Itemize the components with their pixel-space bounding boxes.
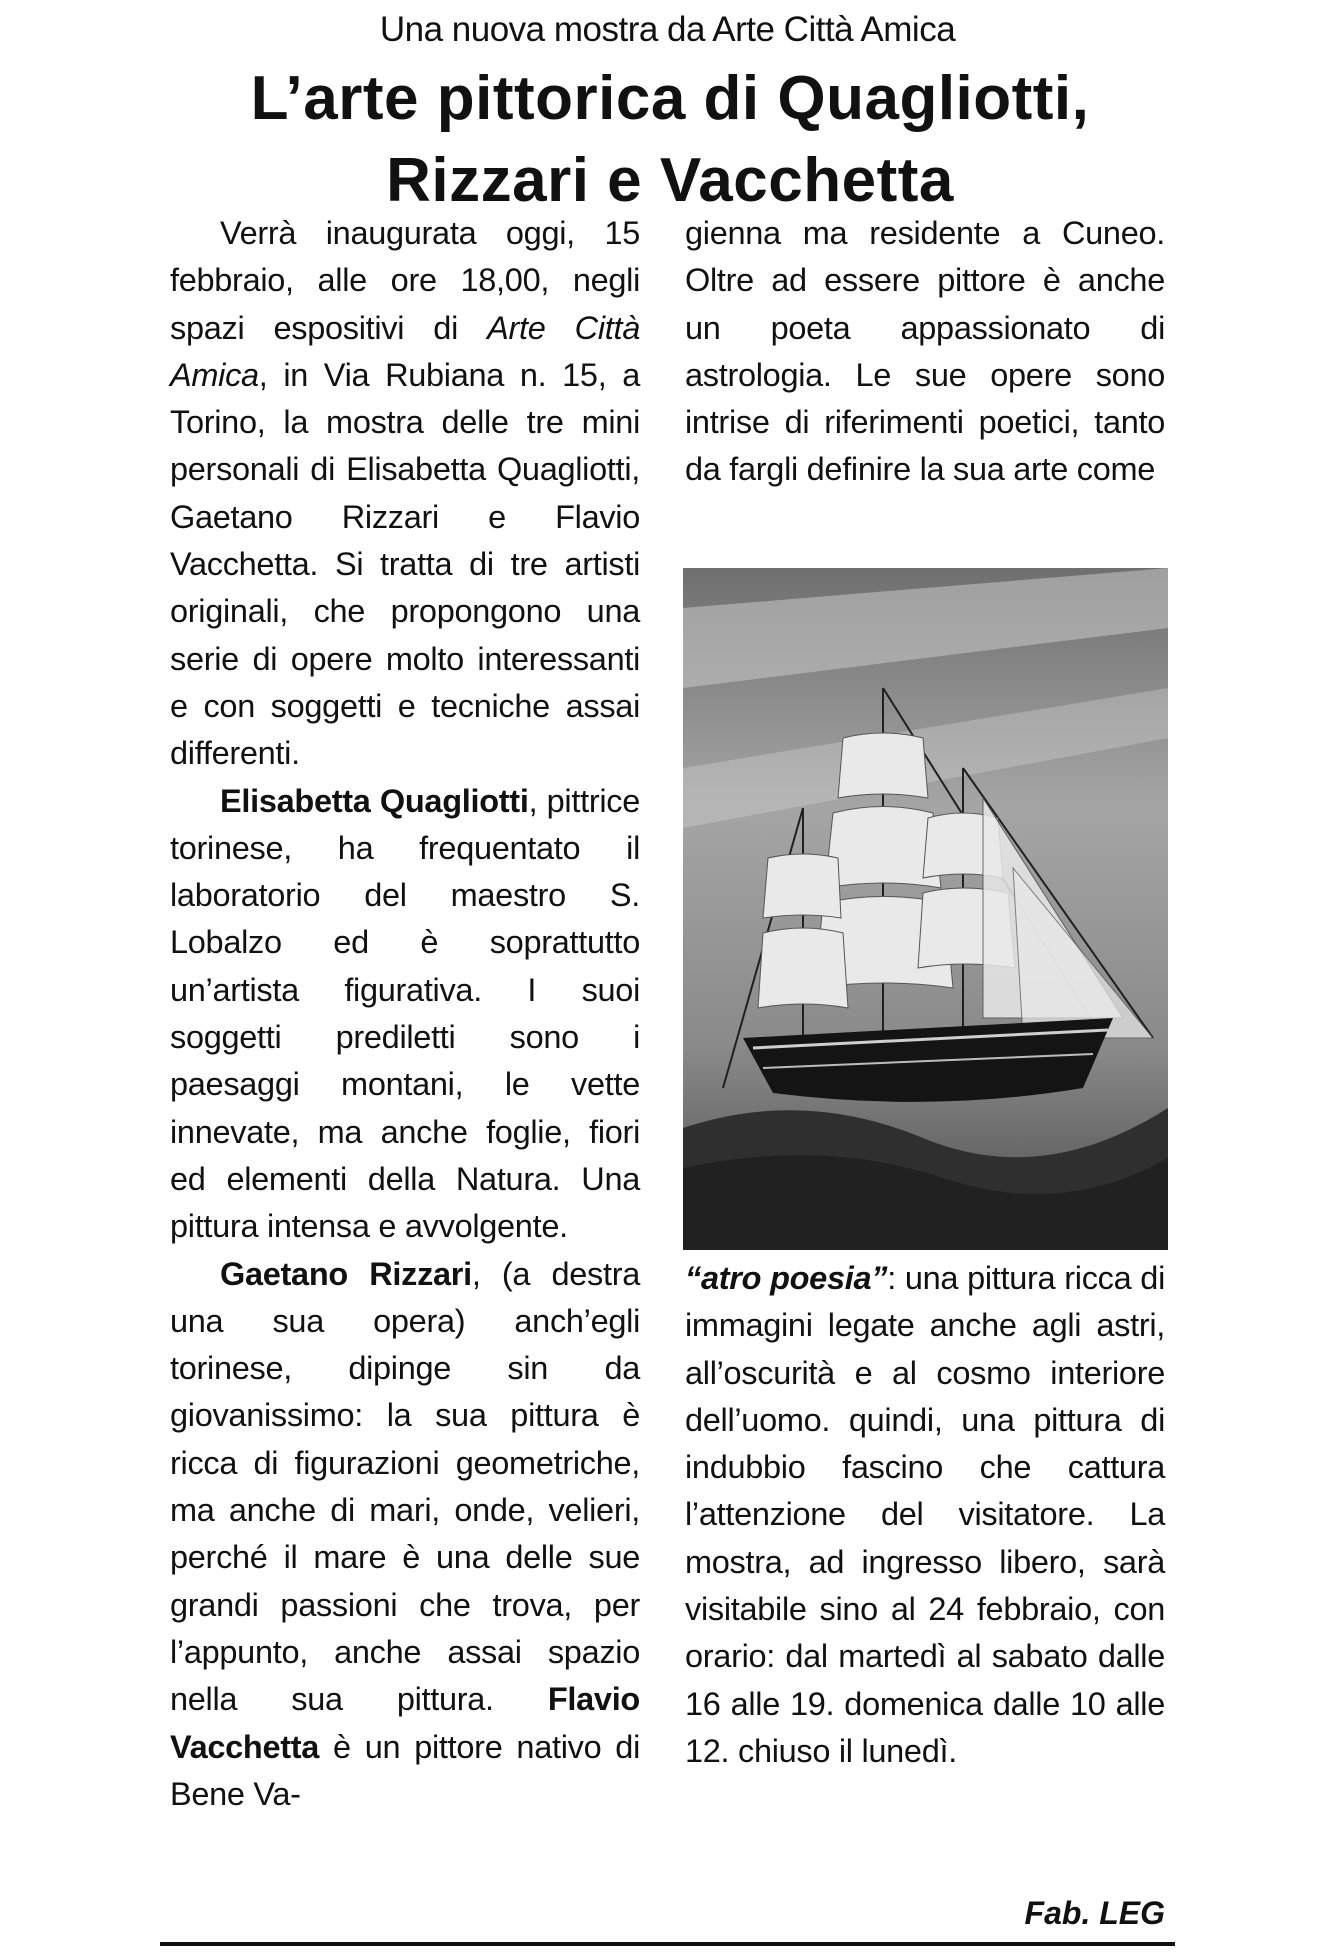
intro-text-a: Verrà inaugurata oggi, 15 febbraio, alle ore 18,00, negli spazi espositivi di bbox=[170, 215, 640, 346]
headline-line-1: L’arte pittorica di Quagliotti, bbox=[250, 64, 1090, 133]
kicker: Una nuova mostra da Arte Città Amica bbox=[379, 10, 956, 49]
venue-name: Arte Città Amica bbox=[170, 309, 641, 393]
intro-text-b: , in Via Rubiana n. 15, a Torino, la mostra delle tre mini personali di Elisabetta Quagliotti, Gaetano Rizzari e Flavio Vacchetta. Si tratta di tre artisti originali, che propongono una serie di opere molto interessanti e con soggetti e tecniche assai differenti. bbox=[170, 356, 640, 772]
artist-name-rizzari: Gaetano Rizzari bbox=[220, 1255, 472, 1292]
artist-name-vacchetta: Flavio Vacchetta bbox=[170, 1681, 640, 1765]
rizzari-text: , (a destra una sua opera) anch’egli torinese, dipinge sin da giovanissimo: la sua pittura è ricca di figurazioni geometriche, ma anche di mari, onde, velieri, perché il mare è una delle sue grandi passioni che trova, per l’appunto, anche assai spazio nella sua pittura. bbox=[170, 1255, 640, 1718]
closing-text: : una pittura ricca di immagini legate anche agli astri, all’oscurità e al cosmo interiore dell’uomo. quindi, una pittura di indubbio fascino che cattura l’attenzione del visitatore. La mostra, ad ingresso libero, sarà visitabile sino al 24 febbraio, con orario: dal martedì al sabato dalle 16 alle 19. domenica dalle 10 alle 12. chiuso il lunedì. bbox=[685, 1260, 1165, 1769]
right-column-bottom bbox=[685, 1255, 1165, 1775]
artist-name-quagliotti: Elisabetta Quagliotti bbox=[220, 782, 529, 819]
paragraph-quagliotti bbox=[170, 778, 640, 1251]
paragraph-intro bbox=[170, 210, 640, 778]
quagliotti-text: , pittrice torinese, ha frequentato il laboratorio del maestro S. Lobalzo ed è soprattutto un’artista figurativa. I suoi soggetti prediletti sono i paesaggi montani, le vette innevate, ma anche foglie, fiori ed elementi della Natura. Una pittura intensa e avvolgente. bbox=[170, 782, 640, 1245]
headline-line-2: Rizzari e Vacchetta bbox=[386, 146, 954, 215]
atro-poesia-quote: “atro poesia” bbox=[685, 1260, 888, 1296]
vacchetta-text: è un pittore nativo di Bene Va- bbox=[170, 1728, 640, 1812]
headline bbox=[220, 58, 1120, 222]
sailing-ship-painting bbox=[683, 568, 1168, 1250]
author-byline: Fab. LEG bbox=[1024, 1895, 1165, 1931]
bottom-divider bbox=[160, 1942, 1175, 1946]
left-column bbox=[170, 210, 640, 1818]
right-column-top bbox=[685, 210, 1165, 494]
paragraph-rizzari bbox=[170, 1251, 640, 1819]
closing-paragraph bbox=[685, 1255, 1165, 1775]
vacchetta-continued: gienna ma residente a Cuneo. Oltre ad essere pittore è anche un poeta appassionato di astrologia. Le sue opere sono intrise di riferimenti poetici, tanto da fargli definire la sua arte come bbox=[685, 215, 1165, 488]
